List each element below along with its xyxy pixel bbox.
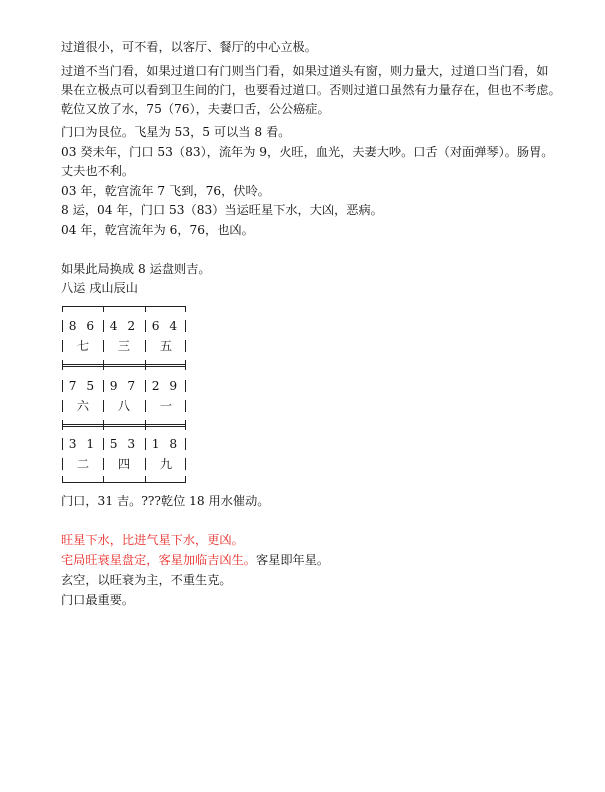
paragraph-line: 过道不当门看，如果过道口有门则当门看，如果过道头有窗，则力量大，过道口当门看，如	[61, 64, 549, 78]
paragraph-line: 乾位又放了水，75（76），夫妻口舌，公公癌症。	[61, 102, 330, 116]
paragraph-line: 门口为艮位。飞星为 53，5 可以当 8 看。	[61, 125, 291, 139]
paragraph-line: 过道很小，可不看，以客厅、餐厅的中心立极。	[61, 40, 317, 54]
cell-stars-r3c1: 3 1	[68, 437, 98, 451]
cell-stars-r2c1: 7 5	[68, 379, 98, 393]
cell-palace-r1c3: 五	[159, 339, 173, 353]
paragraph-line: 04 年，乾宫流年为 6，76，也凶。	[61, 223, 254, 237]
note-mixed	[61, 551, 329, 569]
grid-rule	[62, 364, 186, 365]
chart-title: 八运 戌山辰山	[61, 281, 138, 295]
section-intro: 如果此局换成 8 运盘则吉。	[61, 262, 211, 276]
cell-palace-r1c2: 三	[117, 339, 131, 353]
paragraph-line: 03 癸未年，门口 53（83），流年为 9，火旺，血光，夫妻大吵。口舌（对面弹琴）。肠胃。	[61, 145, 554, 159]
cell-stars-r1c1: 8 6	[68, 319, 98, 333]
note-line: 玄空，以旺衰为主，不重生克。	[61, 573, 232, 587]
note-line: 门口最重要。	[61, 593, 135, 607]
cell-palace-r3c3: 九	[159, 457, 173, 471]
grid-rule	[62, 366, 186, 367]
cell-palace-r3c2: 四	[117, 457, 131, 471]
paragraph-line: 03 年，乾宫流年 7 飞到，76，伏呤。	[61, 184, 270, 198]
note-red: 旺星下水，比进气星下水，更凶。	[61, 533, 244, 547]
cell-stars-r1c3: 6 4	[151, 319, 181, 333]
cell-palace-r2c1: 六	[76, 399, 90, 413]
cell-stars-r2c2: 9 7	[109, 379, 139, 393]
cell-stars-r3c3: 1 8	[151, 437, 181, 451]
flying-star-grid	[62, 304, 188, 484]
cell-palace-r3c1: 二	[76, 457, 90, 471]
note-mixed-black: 客星即年星。	[256, 553, 330, 567]
cell-stars-r2c3: 2 9	[151, 379, 181, 393]
cell-palace-r1c1: 七	[76, 339, 90, 353]
cell-palace-r2c3: 一	[159, 399, 173, 413]
grid-rule	[62, 306, 186, 307]
paragraph-line: 果在立极点可以看到卫生间的门，也要看过道口。否则过道口虽然有力量存在，但也不考虑。	[61, 83, 561, 97]
cell-palace-r2c2: 八	[117, 399, 131, 413]
grid-rule	[62, 482, 186, 483]
after-grid-note: 门口，31 吉。???乾位 18 用水催动。	[61, 494, 270, 508]
cell-stars-r1c2: 4 2	[109, 319, 139, 333]
grid-rule	[62, 426, 186, 427]
paragraph-line: 丈夫也不利。	[61, 164, 135, 178]
paragraph-line: 8 运，04 年，门口 53（83）当运旺星下水，大凶，恶病。	[61, 203, 383, 217]
cell-stars-r3c2: 5 3	[109, 437, 139, 451]
grid-rule	[62, 424, 186, 425]
note-mixed-red: 宅局旺衰星盘定，客星加临吉凶生。	[61, 553, 256, 567]
